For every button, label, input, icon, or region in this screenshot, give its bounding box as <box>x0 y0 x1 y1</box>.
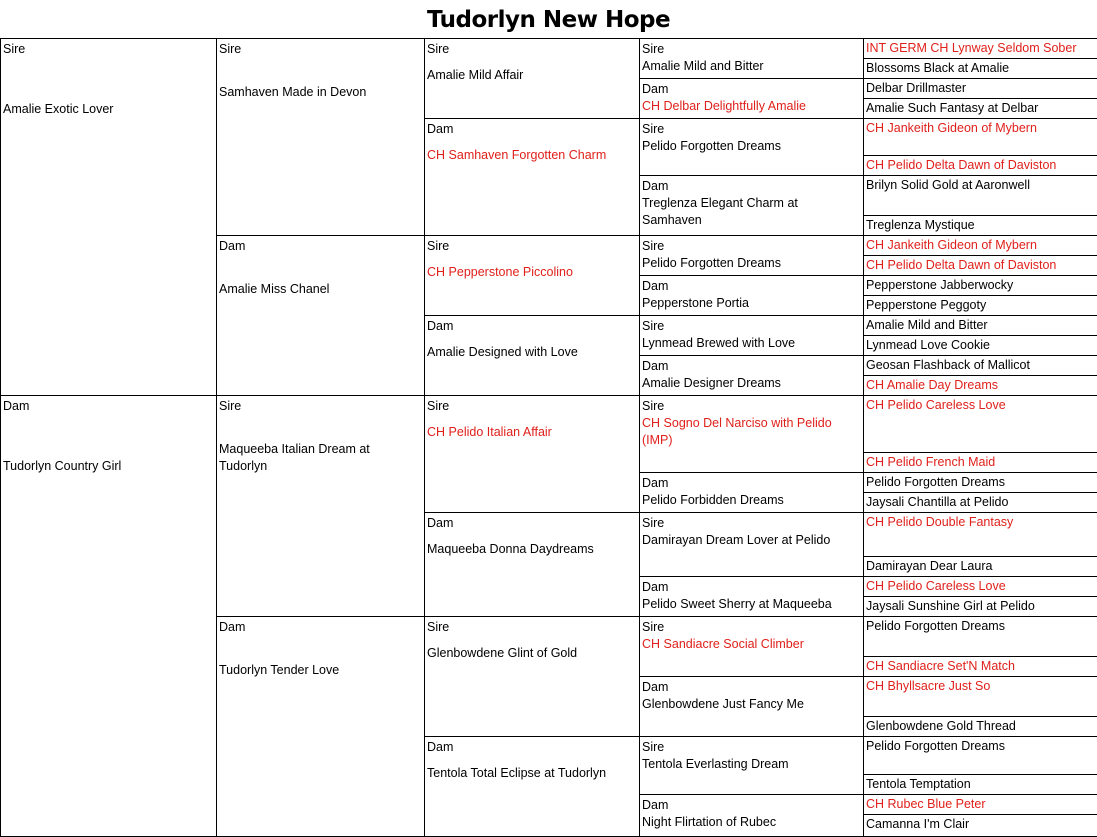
dog-name: Jaysali Chantilla at Pelido <box>866 495 1009 509</box>
dog-name: Brilyn Solid Gold at Aaronwell <box>866 178 1030 192</box>
parent-role-label: Dam <box>642 580 669 594</box>
pedigree-cell-gen4-3 <box>639 118 864 176</box>
pedigree-cell-gen3-2 <box>424 118 640 236</box>
dog-name: Blossoms Black at Amalie <box>866 61 1010 75</box>
parent-role-label: Sire <box>642 319 665 333</box>
parent-role-label: Dam <box>642 476 669 490</box>
parent-role-label: Sire <box>3 42 26 56</box>
dog-name: Pelido Sweet Sherry at Maqueeba <box>642 597 832 611</box>
pedigree-cell-gen5-21 <box>863 512 1097 557</box>
champion-name: CH Jankeith Gideon of Mybern <box>866 121 1037 135</box>
dog-name: Pelido Forgotten Dreams <box>642 256 781 270</box>
champion-name: CH Amalie Day Dreams <box>866 378 998 392</box>
pedigree-cell-gen4-2 <box>639 78 864 119</box>
champion-name: CH Rubec Blue Peter <box>866 797 986 811</box>
dog-name: Lynmead Brewed with Love <box>642 336 796 350</box>
pedigree-cell-gen3-1 <box>424 38 640 119</box>
dog-name: Amalie Such Fantasy at Delbar <box>866 101 1039 115</box>
champion-name: CH Pelido Careless Love <box>866 579 1006 593</box>
pedigree-cell-gen3-8 <box>424 736 640 837</box>
pedigree-cell-gen4-1 <box>639 38 864 79</box>
pedigree-cell-gen5-9 <box>863 235 1097 256</box>
dog-name: Pelido Forgotten Dreams <box>866 739 1005 753</box>
page-title: Tudorlyn New Hope <box>426 7 671 33</box>
parent-role-label: Sire <box>642 239 665 253</box>
parent-role-label: Dam <box>642 798 669 812</box>
pedigree-cell-gen1-2 <box>0 395 217 837</box>
dog-name: Pelido Forbidden Dreams <box>642 493 784 507</box>
pedigree-cell-gen4-5 <box>639 235 864 276</box>
parent-role-label: Sire <box>642 399 665 413</box>
pedigree-cell-gen5-22 <box>863 556 1097 577</box>
champion-name: CH Sogno Del Narciso with Pelido (IMP) <box>642 416 832 447</box>
pedigree-cell-gen5-31 <box>863 794 1097 815</box>
pedigree-cell-gen3-5 <box>424 395 640 513</box>
dog-name: Pepperstone Portia <box>642 296 750 310</box>
dog-name: Amalie Designed with Love <box>427 345 578 359</box>
pedigree-cell-gen4-4 <box>639 175 864 236</box>
dog-name: Tentola Temptation <box>866 777 971 791</box>
pedigree-cell-gen5-20 <box>863 492 1097 513</box>
champion-name: CH Samhaven Forgotten Charm <box>427 148 607 162</box>
pedigree-cell-gen2-3 <box>216 395 425 617</box>
pedigree-cell-gen5-15 <box>863 355 1097 376</box>
pedigree-cell-gen5-27 <box>863 676 1097 717</box>
dog-name: Pepperstone Jabberwocky <box>866 278 1014 292</box>
dog-name: Glenbowdene Just Fancy Me <box>642 697 804 711</box>
pedigree-cell-gen1-1 <box>0 38 217 396</box>
parent-role-label: Sire <box>642 42 665 56</box>
parent-role-label: Dam <box>219 620 246 634</box>
parent-role-label: Dam <box>642 680 669 694</box>
pedigree-cell-gen4-7 <box>639 315 864 356</box>
champion-name: CH Pelido Delta Dawn of Daviston <box>866 158 1057 172</box>
dog-name: Camanna I'm Clair <box>866 817 970 831</box>
dog-name: Jaysali Sunshine Girl at Pelido <box>866 599 1035 613</box>
parent-role-label: Dam <box>219 239 246 253</box>
parent-role-label: Dam <box>642 179 669 193</box>
pedigree-cell-gen3-6 <box>424 512 640 617</box>
pedigree-cell-gen5-13 <box>863 315 1097 336</box>
pedigree-cell-gen5-23 <box>863 576 1097 597</box>
pedigree-cell-gen5-26 <box>863 656 1097 677</box>
dog-name: Maqueeba Donna Daydreams <box>427 542 594 556</box>
pedigree-cell-gen5-16 <box>863 375 1097 396</box>
champion-name: CH Pelido Italian Affair <box>427 425 552 439</box>
dog-name: Tentola Total Eclipse at Tudorlyn <box>427 766 607 780</box>
champion-name: CH Bhyllsacre Just So <box>866 679 991 693</box>
pedigree-cell-gen4-11 <box>639 512 864 577</box>
parent-role-label: Sire <box>427 399 450 413</box>
parent-role-label: Sire <box>642 516 665 530</box>
pedigree-cell-gen5-3 <box>863 78 1097 99</box>
pedigree-cell-gen3-3 <box>424 235 640 316</box>
pedigree-cell-gen5-14 <box>863 335 1097 356</box>
pedigree-cell-gen5-11 <box>863 275 1097 296</box>
dog-name: Amalie Designer Dreams <box>642 376 781 390</box>
pedigree-cell-gen5-19 <box>863 472 1097 493</box>
pedigree-cell-gen4-8 <box>639 355 864 396</box>
parent-role-label: Sire <box>427 42 450 56</box>
parent-role-label: Dam <box>642 82 669 96</box>
champion-name: CH Pelido Careless Love <box>866 398 1006 412</box>
pedigree-cell-gen4-13 <box>639 616 864 677</box>
dog-name: Treglenza Elegant Charm at Samhaven <box>642 196 798 227</box>
dog-name: Pelido Forgotten Dreams <box>866 619 1005 633</box>
dog-name: Delbar Drillmaster <box>866 81 967 95</box>
champion-name: CH Delbar Delightfully Amalie <box>642 99 806 113</box>
parent-role-label: Dam <box>427 740 454 754</box>
pedigree-cell-gen3-4 <box>424 315 640 396</box>
pedigree-cell-gen3-7 <box>424 616 640 737</box>
parent-role-label: Sire <box>642 620 665 634</box>
dog-name: Tudorlyn Tender Love <box>219 663 340 677</box>
dog-name: Treglenza Mystique <box>866 218 975 232</box>
dog-name: Pepperstone Peggoty <box>866 298 987 312</box>
parent-role-label: Dam <box>3 399 30 413</box>
pedigree-cell-gen5-7 <box>863 175 1097 216</box>
pedigree-cell-gen4-9 <box>639 395 864 473</box>
dog-name: Geosan Flashback of Mallicot <box>866 358 1030 372</box>
pedigree-cell-gen5-29 <box>863 736 1097 775</box>
parent-role-label: Sire <box>219 399 242 413</box>
pedigree-cell-gen4-15 <box>639 736 864 795</box>
dog-name: Amalie Exotic Lover <box>3 102 114 116</box>
dog-name: Amalie Mild Affair <box>427 68 524 82</box>
dog-name: Tudorlyn Country Girl <box>3 459 122 473</box>
pedigree-cell-gen5-17 <box>863 395 1097 453</box>
pedigree-cell-gen4-10 <box>639 472 864 513</box>
dog-name: Pelido Forgotten Dreams <box>642 139 781 153</box>
pedigree-cell-gen4-16 <box>639 794 864 837</box>
pedigree-cell-gen5-5 <box>863 118 1097 156</box>
pedigree-cell-gen5-6 <box>863 155 1097 176</box>
parent-role-label: Sire <box>427 239 450 253</box>
parent-role-label: Dam <box>642 359 669 373</box>
pedigree-cell-gen5-18 <box>863 452 1097 473</box>
dog-name: Lynmead Love Cookie <box>866 338 990 352</box>
dog-name: Glenbowdene Gold Thread <box>866 719 1016 733</box>
pedigree-cell-gen5-1 <box>863 38 1097 59</box>
pedigree-cell-gen5-24 <box>863 596 1097 617</box>
pedigree-cell-gen2-1 <box>216 38 425 236</box>
parent-role-label: Dam <box>427 516 454 530</box>
pedigree-cell-gen2-4 <box>216 616 425 837</box>
pedigree-cell-gen4-12 <box>639 576 864 617</box>
dog-name: Tentola Everlasting Dream <box>642 757 789 771</box>
dog-name: Damirayan Dear Laura <box>866 559 993 573</box>
pedigree-cell-gen4-14 <box>639 676 864 737</box>
champion-name: CH Jankeith Gideon of Mybern <box>866 238 1037 252</box>
dog-name: Night Flirtation of Rubec <box>642 815 777 829</box>
pedigree-cell-gen5-25 <box>863 616 1097 657</box>
dog-name: Amalie Miss Chanel <box>219 282 330 296</box>
pedigree-cell-gen5-2 <box>863 58 1097 79</box>
champion-name: INT GERM CH Lynway Seldom Sober <box>866 41 1077 55</box>
pedigree-cell-gen2-2 <box>216 235 425 396</box>
champion-name: CH Pepperstone Piccolino <box>427 265 573 279</box>
parent-role-label: Sire <box>427 620 450 634</box>
pedigree-cell-gen5-10 <box>863 255 1097 276</box>
pedigree-cell-gen5-28 <box>863 716 1097 737</box>
parent-role-label: Sire <box>642 740 665 754</box>
champion-name: CH Sandiacre Set'N Match <box>866 659 1015 673</box>
dog-name: Maqueeba Italian Dream at Tudorlyn <box>219 442 370 473</box>
dog-name: Amalie Mild and Bitter <box>642 59 764 73</box>
dog-name: Pelido Forgotten Dreams <box>866 475 1005 489</box>
pedigree-cell-gen5-8 <box>863 215 1097 236</box>
dog-name: Glenbowdene Glint of Gold <box>427 646 578 660</box>
pedigree-cell-gen5-32 <box>863 814 1097 837</box>
parent-role-label: Sire <box>219 42 242 56</box>
parent-role-label: Dam <box>427 122 454 136</box>
champion-name: CH Pelido Delta Dawn of Daviston <box>866 258 1057 272</box>
pedigree-cell-gen4-6 <box>639 275 864 316</box>
parent-role-label: Dam <box>642 279 669 293</box>
dog-name: Damirayan Dream Lover at Pelido <box>642 533 831 547</box>
dog-name: Samhaven Made in Devon <box>219 85 367 99</box>
dog-name: Amalie Mild and Bitter <box>866 318 988 332</box>
pedigree-cell-gen5-12 <box>863 295 1097 316</box>
champion-name: CH Pelido Double Fantasy <box>866 515 1014 529</box>
champion-name: CH Sandiacre Social Climber <box>642 637 804 651</box>
champion-name: CH Pelido French Maid <box>866 455 996 469</box>
pedigree-cell-gen5-30 <box>863 774 1097 795</box>
parent-role-label: Dam <box>427 319 454 333</box>
pedigree-cell-gen5-4 <box>863 98 1097 119</box>
parent-role-label: Sire <box>642 122 665 136</box>
